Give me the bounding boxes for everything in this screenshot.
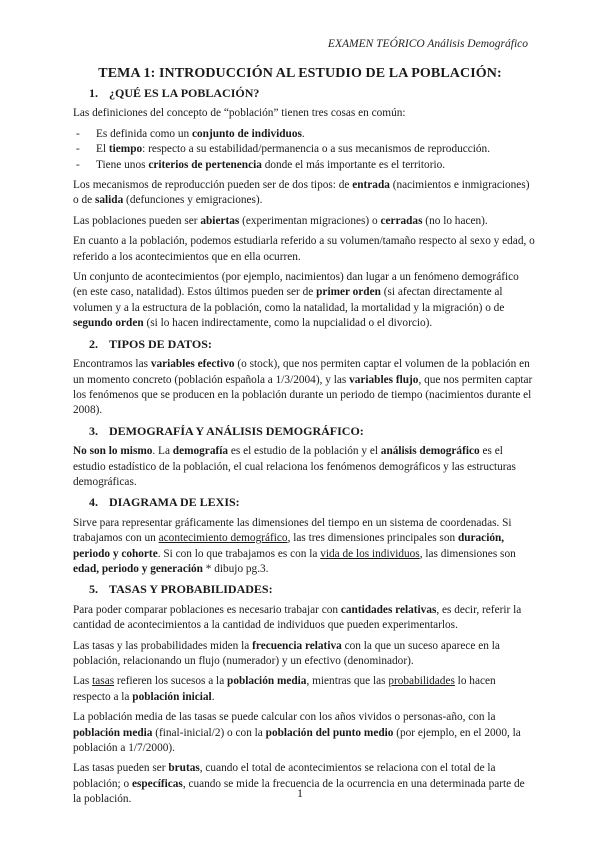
paragraph — [73, 674, 535, 705]
text: , que nos permiten captar los fenómenos que se producen en la población durante un periodo de tiempo (nacimientos durante el 2008). — [73, 373, 533, 417]
bold-term: análisis demográfico — [380, 445, 480, 458]
section-number: 2. — [89, 336, 98, 351]
bold-term: salida — [94, 194, 124, 207]
section-title: TIPOS DE DATOS: — [109, 336, 212, 351]
section-title: DEMOGRAFÍA Y ANÁLISIS DEMOGRÁFICO: — [109, 423, 364, 438]
text: Las tasas pueden ser — [73, 762, 169, 775]
list-item — [73, 142, 535, 157]
text: El — [96, 143, 109, 156]
bold-term: edad, periodo y generación — [73, 562, 203, 575]
paragraph — [73, 516, 535, 578]
bold-term: conjunto de individuos — [192, 127, 302, 140]
list-item — [73, 127, 535, 142]
text: (experimentan migraciones) o — [239, 214, 381, 227]
text: , las tres dimensiones principales son — [287, 532, 458, 545]
text: . — [301, 127, 305, 140]
underlined-term: acontecimiento demográfico — [158, 532, 288, 545]
text: donde el más importante es el territorio. — [261, 158, 446, 171]
paragraph — [73, 710, 535, 756]
paragraph — [73, 214, 535, 229]
text: Los mecanismos de reproducción pueden ser de dos tipos: de — [73, 179, 353, 192]
text: (nacimientos e inmigraciones) o de — [73, 179, 530, 207]
document-title: TEMA 1: INTRODUCCIÓN AL ESTUDIO DE LA POBLACIÓN: — [98, 66, 502, 81]
bold-term: población media — [73, 726, 153, 739]
text: Para poder comparar poblaciones es necesario trabajar con — [73, 603, 341, 616]
paragraph — [73, 270, 535, 332]
text: , mientras que las — [306, 675, 389, 688]
section-title: TASAS Y PROBABILIDADES: — [109, 582, 273, 597]
paragraph — [73, 639, 535, 670]
bold-term: tiempo — [108, 143, 143, 156]
text: (no lo hacen). — [422, 214, 488, 227]
bold-term: población del punto medio — [265, 726, 394, 739]
section-number: 1. — [89, 86, 98, 100]
section-number: 5. — [89, 582, 98, 597]
running-header: EXAMEN TEÓRICO Análisis Demográfico — [327, 38, 528, 50]
underlined-term: probabilidades — [388, 675, 455, 688]
paragraph — [73, 603, 535, 634]
paragraph — [73, 357, 535, 419]
section-heading-3 — [89, 424, 535, 439]
section-title: DIAGRAMA DE LEXIS: — [109, 495, 240, 510]
text: Las — [73, 675, 93, 688]
text: , cuando se mide la frecuencia de la ocurrencia en una determinada parte de la población. — [73, 777, 525, 806]
bold-term: criterios de pertenencia — [148, 158, 262, 171]
text: * dibujo pg.3. — [202, 562, 269, 575]
text: es el estudio de la población y el — [228, 445, 381, 458]
text: (defunciones y emigraciones). — [123, 194, 263, 207]
text: Un conjunto de acontecimientos (por ejemplo, nacimientos) dan lugar a un fenómeno demográfico (en este caso, natalidad). Estos últimos pueden ser de — [73, 271, 519, 299]
text: (por ejemplo, en el 2000, la población a 1/7/2000). — [73, 726, 521, 755]
section-heading-4 — [89, 495, 535, 510]
bold-term: variables flujo — [349, 373, 419, 386]
bold-term: población media — [227, 675, 307, 688]
document-body — [73, 86, 535, 813]
text: , las dimensiones son — [419, 547, 516, 560]
text: Sirve para representar gráficamente las dimensiones del tiempo en un sistema de coordenadas. Si trabajamos con un — [73, 516, 512, 545]
section-number: 4. — [89, 495, 98, 510]
page-number: 1 — [297, 786, 303, 800]
paragraph — [73, 444, 535, 490]
text: lo hacen respecto a la — [73, 675, 496, 703]
text: (o stock), que nos permiten captar el volumen de la población en un momento concreto (población española a 1/3/2004), y las — [73, 358, 530, 386]
bold-term: específicas — [131, 777, 183, 790]
bold-term: segundo orden — [73, 317, 144, 330]
bullet-list — [73, 127, 535, 173]
text: Las tasas y las probabilidades miden la — [73, 639, 253, 652]
text: Encontramos las — [73, 358, 151, 371]
paragraph — [73, 178, 535, 209]
bold-term: frecuencia relativa — [252, 639, 342, 652]
text: Es definida como un — [96, 127, 193, 140]
bold-term: entrada — [352, 179, 390, 192]
underlined-term: tasas — [92, 675, 115, 688]
section-title: ¿QUÉ ES LA POBLACIÓN? — [109, 86, 260, 100]
text: . Si con lo que trabajamos es con la — [157, 547, 321, 560]
text: con la que un suceso aparece en la población, relacionando un flujo (numerador) y un efectivo (denominador). — [73, 639, 500, 667]
text: es el estudio estadístico de la población, el cual relaciona los fenómenos demográficos y las estructuras demográficas. — [73, 445, 516, 488]
bold-term: población inicial — [132, 690, 212, 703]
bold-term: variables efectivo — [150, 358, 235, 371]
bold-term: demografía — [172, 445, 229, 458]
text: Las poblaciones pueden ser — [73, 214, 201, 227]
text: , cuando el total de acontecimientos se relaciona con el total de la población; o — [73, 762, 496, 790]
section-heading-5 — [89, 582, 535, 597]
paragraph: Las definiciones del concepto de “población” tienen tres cosas en común: — [73, 107, 406, 120]
text: (si afectan directamente al volumen y a la estructura de la población, como la natalidad, la mortalidad y la migración) o de — [73, 286, 505, 314]
text: La población media de las tasas se puede calcular con los años vividos o personas-año, con la — [73, 711, 496, 724]
bold-term: abiertas — [200, 214, 240, 227]
bold-term: cantidades relativas — [340, 603, 437, 616]
bold-term: primer orden — [316, 286, 381, 299]
bold-term: cerradas — [380, 214, 423, 227]
bold-term: brutas — [168, 762, 200, 775]
section-heading-2 — [89, 337, 535, 352]
text: (si lo hacen indirectamente, como la nupcialidad o el divorcio). — [143, 317, 433, 330]
bold-term: No son lo mismo — [73, 445, 153, 458]
text: (final-inicial/2) o con la — [152, 726, 266, 739]
list-item — [73, 158, 535, 173]
text: . — [211, 690, 215, 703]
section-number: 3. — [89, 423, 98, 438]
section-heading-1 — [89, 86, 535, 101]
text: Tiene unos — [96, 158, 149, 171]
bold-term: duración, periodo y cohorte — [73, 532, 505, 560]
paragraph: En cuanto a la población, podemos estudiarla referido a su volumen/tamaño respecto al sexo y edad, o referido a los acontecimientos que en ella ocurren. — [73, 235, 535, 263]
text: , es decir, referir la cantidad de acontecimientos a la cantidad de individuos que pueden experimentarlos. — [73, 603, 522, 632]
text: refieren los sucesos a la — [114, 675, 228, 688]
underlined-term: vida de los individuos — [320, 547, 420, 560]
text: : respecto a su estabilidad/permanencia o a sus mecanismos de reproducción. — [142, 143, 491, 156]
text: . La — [152, 445, 173, 458]
